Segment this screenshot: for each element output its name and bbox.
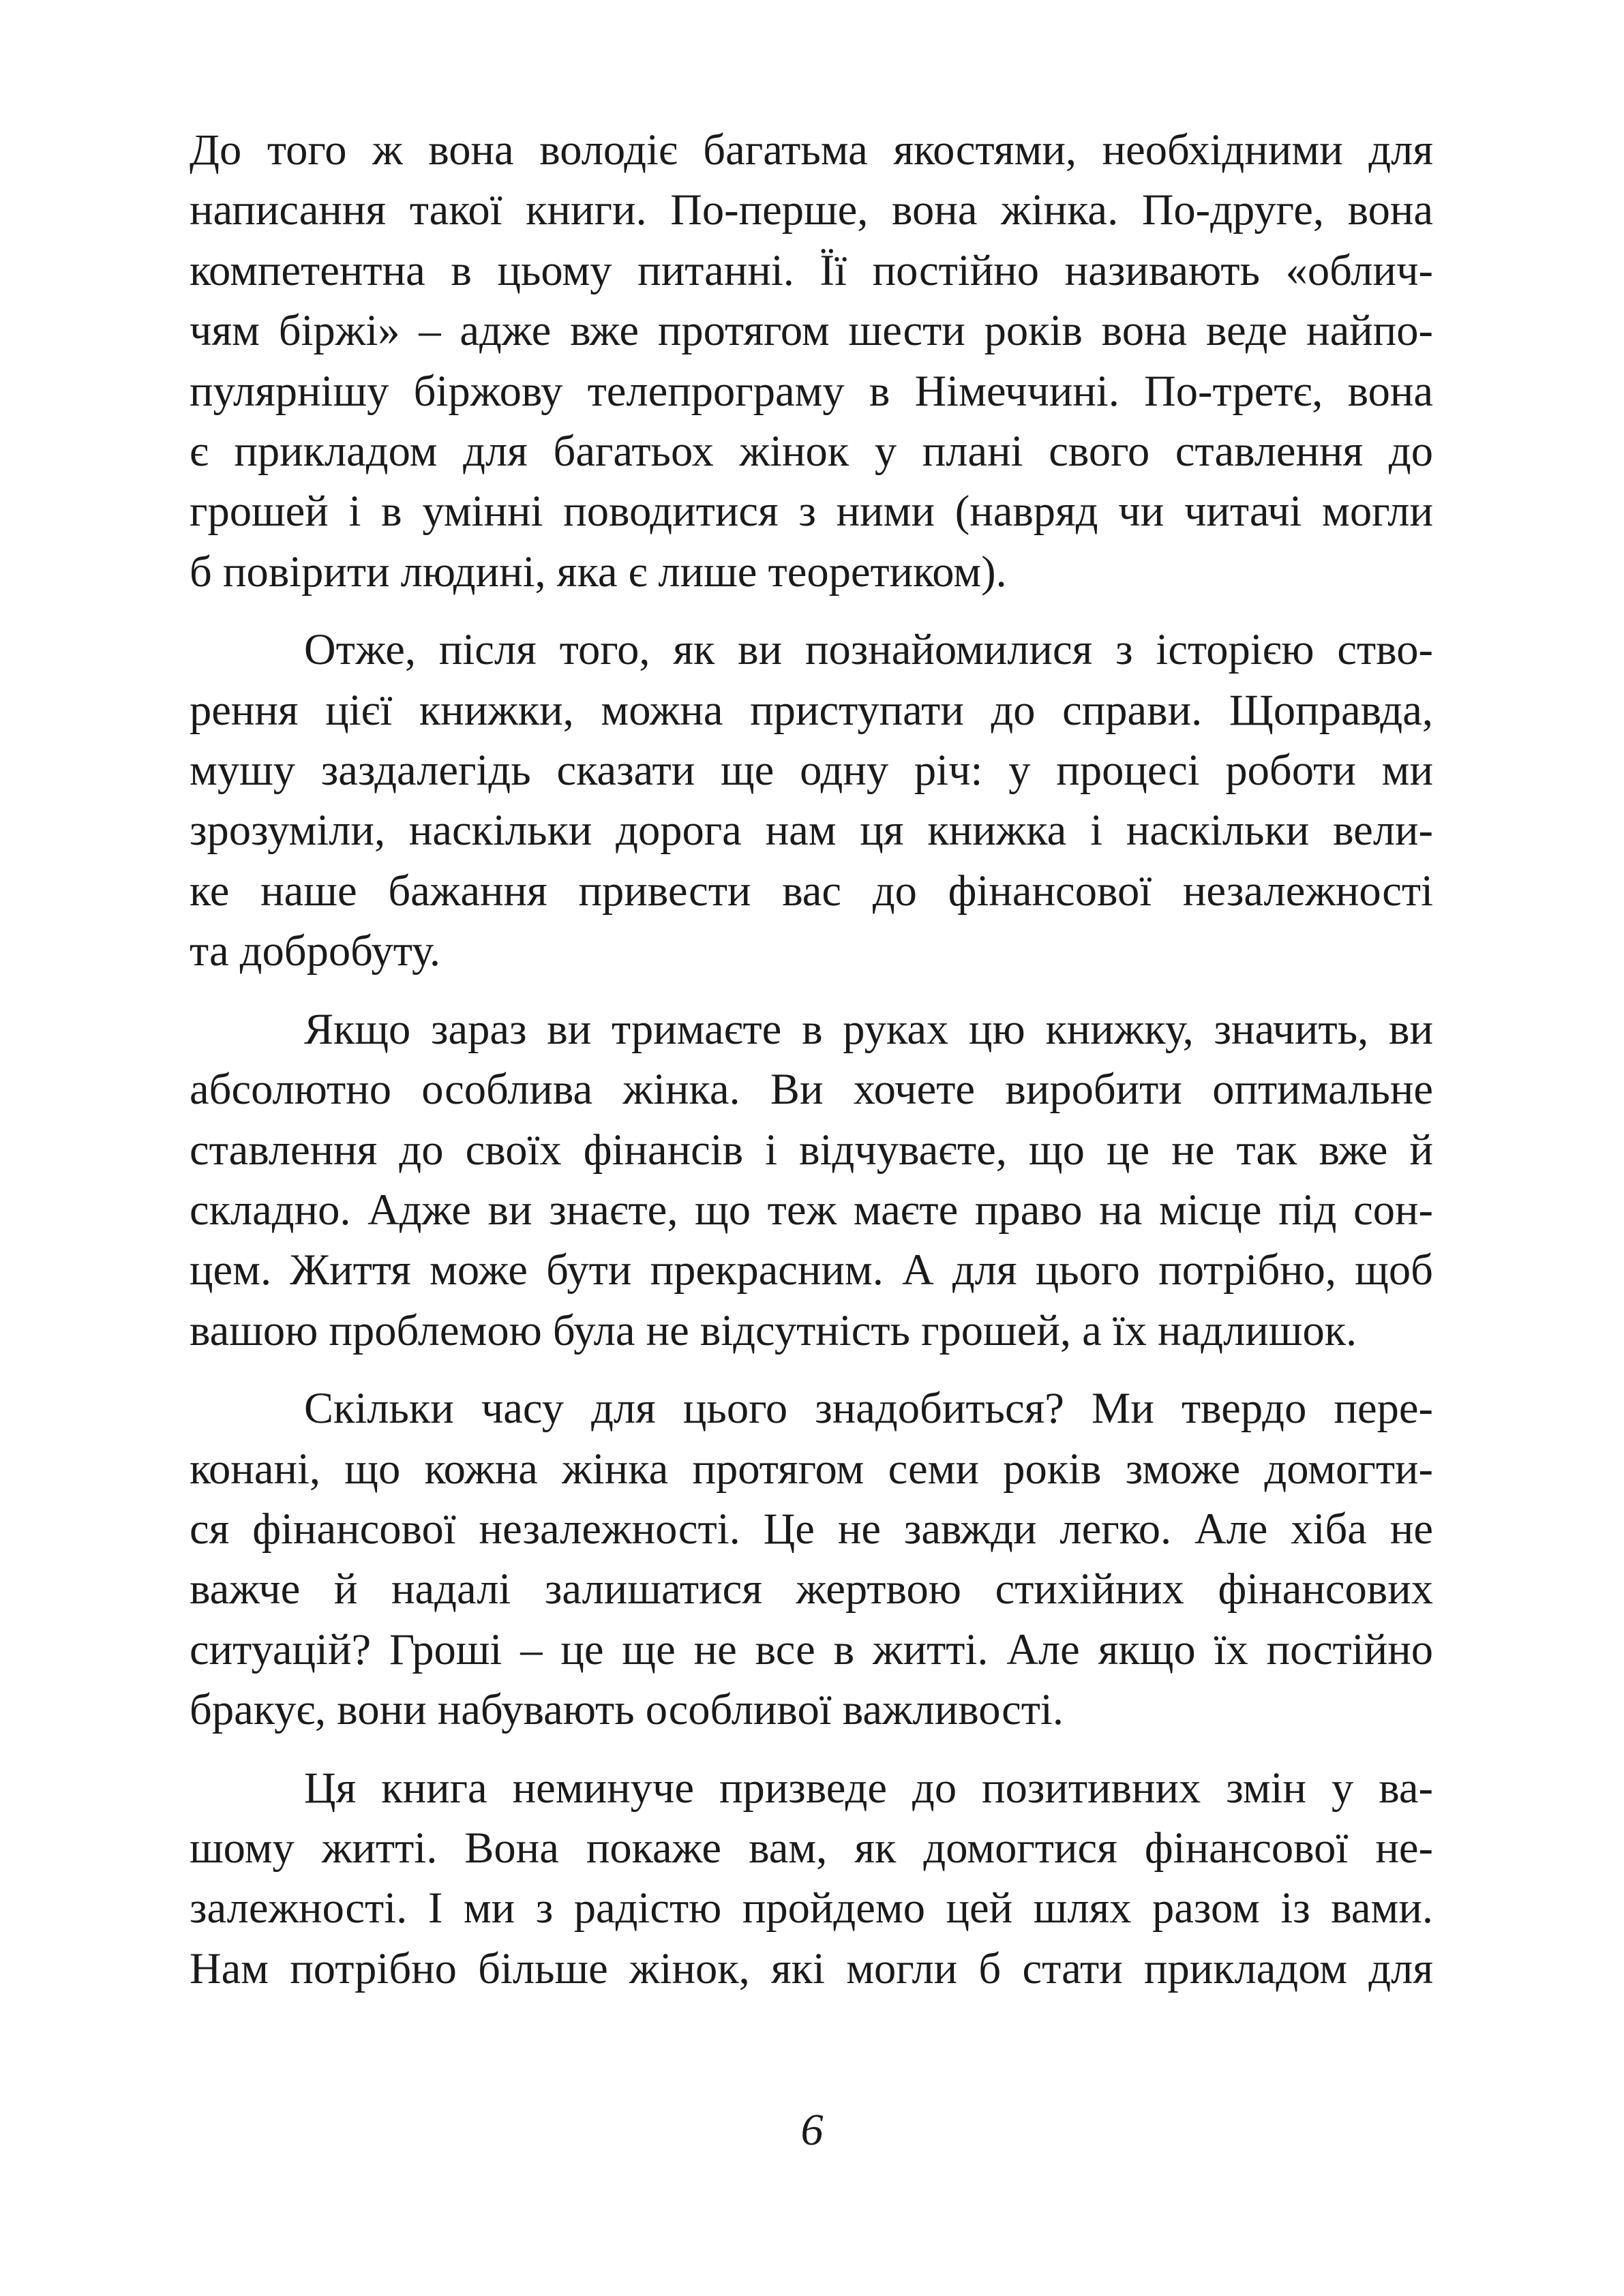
text-line: грошей і в умінні поводитися з ними (навряд чи читачі могли xyxy=(190,487,1433,536)
body-text xyxy=(190,120,1433,2016)
text-line: важче й надалі залишатися жертвою стихійних фінансових xyxy=(190,1565,1433,1614)
text-line: ставлення до своїх фінансів і відчуваєте, що це не так вже й xyxy=(190,1125,1433,1174)
text-line: До того ж вона володіє багатьма якостями, необхідними для xyxy=(190,125,1433,174)
text-line: Ця книга неминуче призведе до позитивних змін у ва- xyxy=(304,1763,1433,1812)
text-line: є прикладом для багатьох жінок у плані свого ставлення до xyxy=(190,427,1433,476)
text-line: компетентна в цьому питанні. Її постійно називають «облич- xyxy=(190,245,1433,294)
paragraph-3 xyxy=(190,999,1433,1361)
text-line: Отже, після того, як ви познайомилися з історією ство- xyxy=(304,625,1433,674)
text-line: ке наше бажання привести вас до фінансової незалежності xyxy=(190,866,1433,915)
text-line: зрозуміли, наскільки дорога нам ця книжка і наскільки вели- xyxy=(190,806,1433,855)
text-line: шому житті. Вона покаже вам, як домогтися фінансової не- xyxy=(190,1823,1433,1872)
paragraph-1 xyxy=(190,120,1433,602)
text-line: ся фінансової незалежності. Це не завжди легко. Але хіба не xyxy=(190,1504,1433,1553)
text-line: б повірити людині, яка є лише теоретиком). xyxy=(190,547,1007,596)
text-line: залежності. І ми з радістю пройдемо цей шлях разом із вами. xyxy=(190,1884,1433,1933)
paragraph-4 xyxy=(190,1378,1433,1740)
text-line: абсолютно особлива жінка. Ви хочете виробити оптимальне xyxy=(190,1065,1433,1114)
text-line: конані, що кожна жінка протягом семи років зможе домогти- xyxy=(190,1444,1433,1493)
text-line: написання такої книги. По-перше, вона жінка. По-друге, вона xyxy=(190,185,1433,235)
text-line: мушу заздалегідь сказати ще одну річ: у процесі роботи ми xyxy=(190,746,1433,795)
text-line: складно. Адже ви знаєте, що теж маєте право на місце під сон- xyxy=(190,1185,1433,1234)
text-line: цем. Життя може бути прекрасним. А для цього потрібно, щоб xyxy=(190,1245,1433,1295)
text-line: Нам потрібно більше жінок, які могли б стати прикладом для xyxy=(190,1944,1433,1993)
text-line: чям біржі» – адже вже протягом шести років вона веде найпо- xyxy=(190,306,1433,355)
text-line: пулярнішу біржову телепрограму в Німеччині. По-третє, вона xyxy=(190,366,1433,415)
text-line: вашою проблемою була не відсутність грошей, а їх надлишок. xyxy=(190,1305,1357,1355)
page-number: 6 xyxy=(800,2105,824,2155)
paragraph-5 xyxy=(190,1758,1433,1999)
text-line: бракує, вони набувають особливої важливості. xyxy=(190,1685,1064,1734)
text-line: ситуацій? Гроші – це ще не все в житті. Але якщо їх постійно xyxy=(190,1625,1433,1674)
text-line: та добробуту. xyxy=(190,926,440,976)
text-line: рення цієї книжки, можна приступати до справи. Щоправда, xyxy=(190,685,1433,734)
paragraph-2 xyxy=(190,620,1433,981)
text-line: Скільки часу для цього знадобиться? Ми твердо пере- xyxy=(304,1384,1433,1433)
text-line: Якщо зараз ви тримаєте в руках цю книжку, значить, ви xyxy=(304,1004,1433,1053)
